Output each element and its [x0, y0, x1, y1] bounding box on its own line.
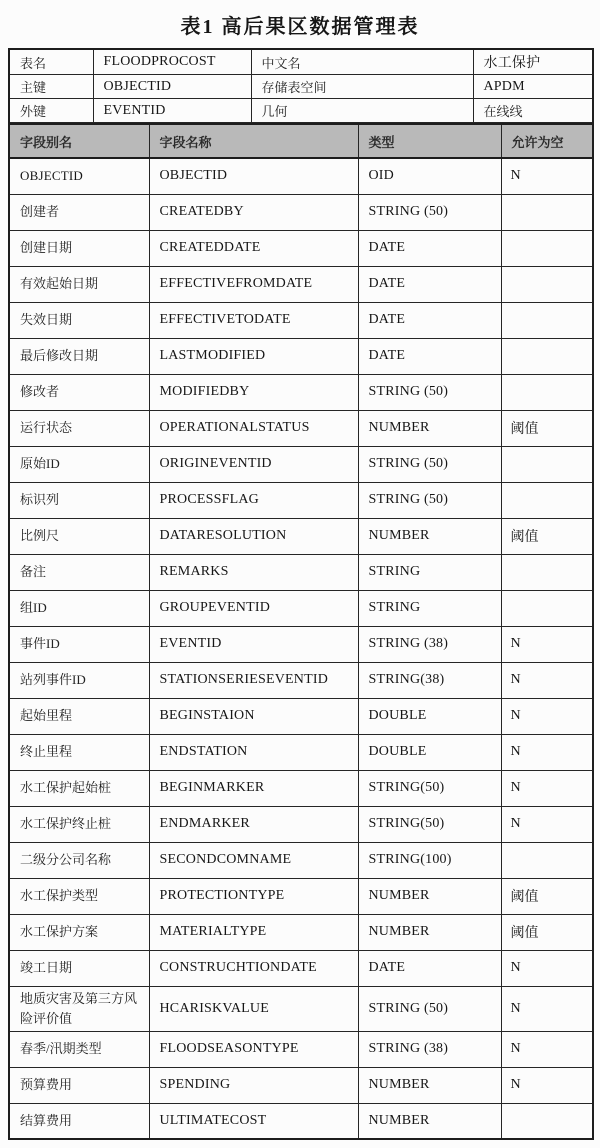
field-type-cell: STRING — [358, 590, 501, 626]
field-alias-cell: 水工保护起始桩 — [9, 770, 149, 806]
field-name-cell: SECONDCOMNAME — [149, 842, 358, 878]
field-type-cell: STRING — [358, 554, 501, 590]
field-type-cell: STRING(50) — [358, 806, 501, 842]
field-name-cell: EFFECTIVETODATE — [149, 302, 358, 338]
field-nullable-cell — [501, 302, 593, 338]
field-nullable-cell — [501, 338, 593, 374]
field-alias-cell: OBJECTID — [9, 158, 149, 194]
field-row — [9, 842, 593, 878]
field-type-cell: DATE — [358, 266, 501, 302]
field-row — [9, 986, 593, 1031]
field-nullable-cell — [501, 446, 593, 482]
field-alias-cell: 结算费用 — [9, 1103, 149, 1139]
field-type-cell: STRING (50) — [358, 482, 501, 518]
field-nullable-cell: 阈值 — [501, 518, 593, 554]
field-row — [9, 410, 593, 446]
fields-header-cell-0: 字段别名 — [9, 124, 149, 158]
field-type-cell: STRING (38) — [358, 1031, 501, 1067]
field-name-cell: BEGINSTAION — [149, 698, 358, 734]
field-nullable-cell: N — [501, 698, 593, 734]
fields-header-cell-3: 允许为空 — [501, 124, 593, 158]
field-row — [9, 266, 593, 302]
field-nullable-cell — [501, 554, 593, 590]
meta-label-cell: 外键 — [9, 99, 93, 123]
field-row — [9, 698, 593, 734]
field-row — [9, 158, 593, 194]
field-name-cell: FLOODSEASONTYPE — [149, 1031, 358, 1067]
field-nullable-cell: N — [501, 770, 593, 806]
meta-row — [9, 75, 593, 99]
field-name-cell: ENDMARKER — [149, 806, 358, 842]
field-type-cell: NUMBER — [358, 518, 501, 554]
field-alias-cell: 比例尺 — [9, 518, 149, 554]
field-row — [9, 230, 593, 266]
field-alias-cell: 春季/汛期类型 — [9, 1031, 149, 1067]
field-type-cell: STRING (50) — [358, 374, 501, 410]
meta-tbody — [9, 49, 593, 123]
field-name-cell: CREATEDDATE — [149, 230, 358, 266]
field-type-cell: DATE — [358, 302, 501, 338]
field-row — [9, 554, 593, 590]
fields-header-row — [9, 124, 593, 158]
field-row — [9, 590, 593, 626]
meta-row — [9, 49, 593, 75]
field-type-cell: STRING (50) — [358, 986, 501, 1031]
meta-row — [9, 99, 593, 123]
field-type-cell: DATE — [358, 950, 501, 986]
meta-label-cell: 主键 — [9, 75, 93, 99]
field-row — [9, 374, 593, 410]
field-alias-cell: 水工保护终止桩 — [9, 806, 149, 842]
field-row — [9, 1031, 593, 1067]
field-name-cell: OBJECTID — [149, 158, 358, 194]
field-type-cell: DATE — [358, 338, 501, 374]
field-row — [9, 806, 593, 842]
field-row — [9, 1103, 593, 1139]
meta-label2-cell: 几何 — [251, 99, 473, 123]
field-name-cell: BEGINMARKER — [149, 770, 358, 806]
field-name-cell: GROUPEVENTID — [149, 590, 358, 626]
field-name-cell: LASTMODIFIED — [149, 338, 358, 374]
field-name-cell: MATERIALTYPE — [149, 914, 358, 950]
field-row — [9, 302, 593, 338]
meta-label2-cell: 存储表空间 — [251, 75, 473, 99]
field-name-cell: CONSTRUCHTIONDATE — [149, 950, 358, 986]
field-nullable-cell: N — [501, 1031, 593, 1067]
meta-value-cell: OBJECTID — [93, 75, 251, 99]
field-type-cell: OID — [358, 158, 501, 194]
field-alias-cell: 竣工日期 — [9, 950, 149, 986]
field-type-cell: DOUBLE — [358, 734, 501, 770]
field-row — [9, 518, 593, 554]
field-nullable-cell — [501, 230, 593, 266]
field-type-cell: NUMBER — [358, 1067, 501, 1103]
field-name-cell: PROCESSFLAG — [149, 482, 358, 518]
field-alias-cell: 终止里程 — [9, 734, 149, 770]
field-nullable-cell: N — [501, 1067, 593, 1103]
field-alias-cell: 预算费用 — [9, 1067, 149, 1103]
field-type-cell: STRING (38) — [358, 626, 501, 662]
field-alias-cell: 备注 — [9, 554, 149, 590]
field-alias-cell: 水工保护类型 — [9, 878, 149, 914]
field-nullable-cell: N — [501, 986, 593, 1031]
field-type-cell: NUMBER — [358, 878, 501, 914]
field-nullable-cell: N — [501, 950, 593, 986]
field-row — [9, 878, 593, 914]
field-row — [9, 662, 593, 698]
field-type-cell: STRING (50) — [358, 446, 501, 482]
field-nullable-cell: N — [501, 734, 593, 770]
field-nullable-cell: 阈值 — [501, 878, 593, 914]
field-type-cell: STRING (50) — [358, 194, 501, 230]
field-name-cell: PROTECTIONTYPE — [149, 878, 358, 914]
field-nullable-cell: N — [501, 806, 593, 842]
field-row — [9, 482, 593, 518]
field-alias-cell: 有效起始日期 — [9, 266, 149, 302]
field-row — [9, 338, 593, 374]
field-row — [9, 734, 593, 770]
field-name-cell: REMARKS — [149, 554, 358, 590]
field-nullable-cell — [501, 374, 593, 410]
meta-value2-cell: 在线线 — [473, 99, 593, 123]
field-type-cell: STRING(50) — [358, 770, 501, 806]
field-nullable-cell — [501, 842, 593, 878]
field-type-cell: STRING(38) — [358, 662, 501, 698]
field-row — [9, 194, 593, 230]
field-name-cell: MODIFIEDBY — [149, 374, 358, 410]
table-title: 表1 高后果区数据管理表 — [180, 16, 420, 38]
field-name-cell: SPENDING — [149, 1067, 358, 1103]
field-row — [9, 770, 593, 806]
field-name-cell: HCARISKVALUE — [149, 986, 358, 1031]
field-name-cell: ORIGINEVENTID — [149, 446, 358, 482]
fields-tbody — [9, 158, 593, 1139]
field-alias-cell: 事件ID — [9, 626, 149, 662]
field-name-cell: STATIONSERIESEVENTID — [149, 662, 358, 698]
field-alias-cell: 失效日期 — [9, 302, 149, 338]
meta-value2-cell: APDM — [473, 75, 593, 99]
field-nullable-cell: 阈值 — [501, 410, 593, 446]
field-alias-cell: 站列事件ID — [9, 662, 149, 698]
field-nullable-cell — [501, 194, 593, 230]
field-name-cell: ENDSTATION — [149, 734, 358, 770]
field-alias-cell: 创建者 — [9, 194, 149, 230]
field-type-cell: DATE — [358, 230, 501, 266]
field-name-cell: CREATEDBY — [149, 194, 358, 230]
field-type-cell: DOUBLE — [358, 698, 501, 734]
meta-value2-cell: 水工保护 — [473, 49, 593, 75]
field-nullable-cell — [501, 590, 593, 626]
field-nullable-cell — [501, 1103, 593, 1139]
field-row — [9, 914, 593, 950]
field-alias-cell: 创建日期 — [9, 230, 149, 266]
field-alias-cell: 运行状态 — [9, 410, 149, 446]
field-alias-cell: 二级分公司名称 — [9, 842, 149, 878]
meta-value-cell: EVENTID — [93, 99, 251, 123]
field-row — [9, 626, 593, 662]
meta-label-cell: 表名 — [9, 49, 93, 75]
field-type-cell: NUMBER — [358, 914, 501, 950]
field-nullable-cell: 阈值 — [501, 914, 593, 950]
field-nullable-cell: N — [501, 626, 593, 662]
meta-label2-cell: 中文名 — [251, 49, 473, 75]
field-name-cell: OPERATIONALSTATUS — [149, 410, 358, 446]
meta-table — [8, 48, 594, 123]
field-row — [9, 1067, 593, 1103]
field-nullable-cell — [501, 482, 593, 518]
fields-table — [8, 123, 594, 1140]
field-alias-cell: 最后修改日期 — [9, 338, 149, 374]
field-row — [9, 446, 593, 482]
field-alias-cell: 起始里程 — [9, 698, 149, 734]
field-type-cell: NUMBER — [358, 1103, 501, 1139]
field-name-cell: EFFECTIVEFROMDATE — [149, 266, 358, 302]
field-name-cell: DATARESOLUTION — [149, 518, 358, 554]
field-name-cell: EVENTID — [149, 626, 358, 662]
field-nullable-cell: N — [501, 158, 593, 194]
field-type-cell: NUMBER — [358, 410, 501, 446]
field-name-cell: ULTIMATECOST — [149, 1103, 358, 1139]
field-row — [9, 950, 593, 986]
field-alias-cell: 原始ID — [9, 446, 149, 482]
field-alias-cell: 组ID — [9, 590, 149, 626]
field-type-cell: STRING(100) — [358, 842, 501, 878]
field-nullable-cell: N — [501, 662, 593, 698]
field-alias-cell: 修改者 — [9, 374, 149, 410]
meta-value-cell: FLOODPROCOST — [93, 49, 251, 75]
fields-header-cell-2: 类型 — [358, 124, 501, 158]
field-alias-cell: 地质灾害及第三方风险评价值 — [9, 986, 149, 1031]
field-alias-cell: 水工保护方案 — [9, 914, 149, 950]
field-alias-cell: 标识列 — [9, 482, 149, 518]
fields-header-cell-1: 字段名称 — [149, 124, 358, 158]
field-nullable-cell — [501, 266, 593, 302]
